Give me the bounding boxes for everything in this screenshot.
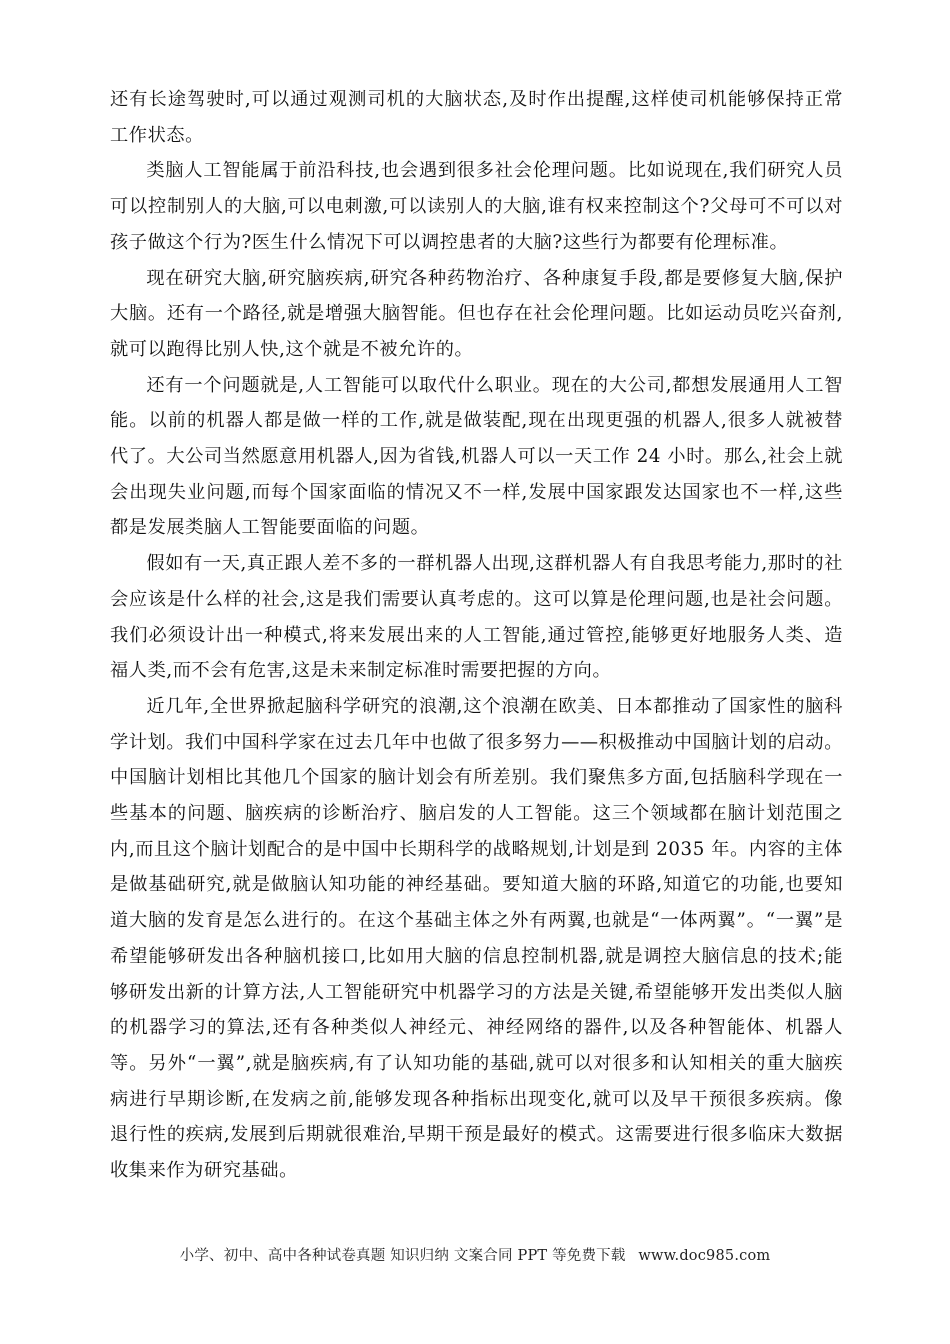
page-footer <box>0 1244 950 1265</box>
footer-text: 小学、初中、高中各种试卷真题 知识归纳 文案合同 PPT 等免费下载 <box>179 1248 626 1264</box>
paragraph: 假如有一天,真正跟人差不多的一群机器人出现,这群机器人有自我思考能力,那时的社会应该是什么样的社会,这是我们需要认真考虑的。这可以算是伦理问题,也是社会问题。我们必须设计出一种模式,将来发展出来的人工智能,通过管控,能够更好地服务人类、造福人类,而不会有危害,这是未来制定标准时需要把握的方向。 <box>110 553 843 682</box>
paragraph: 还有长途驾驶时,可以通过观测司机的大脑状态,及时作出提醒,这样使司机能够保持正常工作状态。 <box>110 89 843 146</box>
paragraph: 近几年,全世界掀起脑科学研究的浪潮,这个浪潮在欧美、日本都推动了国家性的脑科学计划。我们中国科学家在过去几年中也做了很多努力——积极推动中国脑计划的启动。中国脑计划相比其他几个国家的脑计划会有所差别。我们聚焦多方面,包括脑科学现在一些基本的问题、脑疾病的诊断治疗、脑启发的人工智能。这三个领域都在脑计划范围之内,而且这个脑计划配合的是中国中长期科学的战略规划,计划是到 2035 年。内容的主体是做基础研究,就是做脑认知功能的神经基础。要知道大脑的环路,知道它的功能,也要知道大脑的发育是怎么进行的。在这个基础主体之外有两翼,也就是“一体两翼”。“一翼”是希望能够研发出各种脑机接口,比如用大脑的信息控制机器,就是调控大脑信息的技术;能够研发出新的计算方法,人工智能研究中机器学习的方法是关键,希望能够开发出类似人脑的机器学习的算法,还有各种类似人神经元、神经网络的器件,以及各种智能体、机器人等。另外“一翼”,就是脑疾病,有了认知功能的基础,就可以对很多和认知相关的重大脑疾病进行早期诊断,在发病之前,能够发现各种指标出现变化,就可以及早干预很多疾病。像退行性的疾病,发展到后期就很难治,早期干预是最好的模式。这需要进行很多临床大数据收集来作为研究基础。 <box>110 695 843 1182</box>
paragraph: 类脑人工智能属于前沿科技,也会遇到很多社会伦理问题。比如说现在,我们研究人员可以控制别人的大脑,可以电刺激,可以读别人的大脑,谁有权来控制这个?父母可不可以对孩子做这个行为?医生什么情况下可以调控患者的大脑?这些行为都要有伦理标准。 <box>110 160 843 253</box>
paragraph: 还有一个问题就是,人工智能可以取代什么职业。现在的大公司,都想发展通用人工智能。以前的机器人都是做一样的工作,就是做装配,现在出现更强的机器人,很多人就被替代了。大公司当然愿意用机器人,因为省钱,机器人可以一天工作 24 小时。那么,社会上就会出现失业问题,而每个国家面临的情况又不一样,发展中国家跟发达国家也不一样,这些都是发展类脑人工智能要面临的问题。 <box>110 374 843 539</box>
footer-url: www.doc985.com <box>638 1248 771 1264</box>
paragraph: 现在研究大脑,研究脑疾病,研究各种药物治疗、各种康复手段,都是要修复大脑,保护大脑。还有一个路径,就是增强大脑智能。但也存在社会伦理问题。比如运动员吃兴奋剂,就可以跑得比别人快,这个就是不被允许的。 <box>110 267 843 360</box>
document-body <box>110 82 843 1189</box>
